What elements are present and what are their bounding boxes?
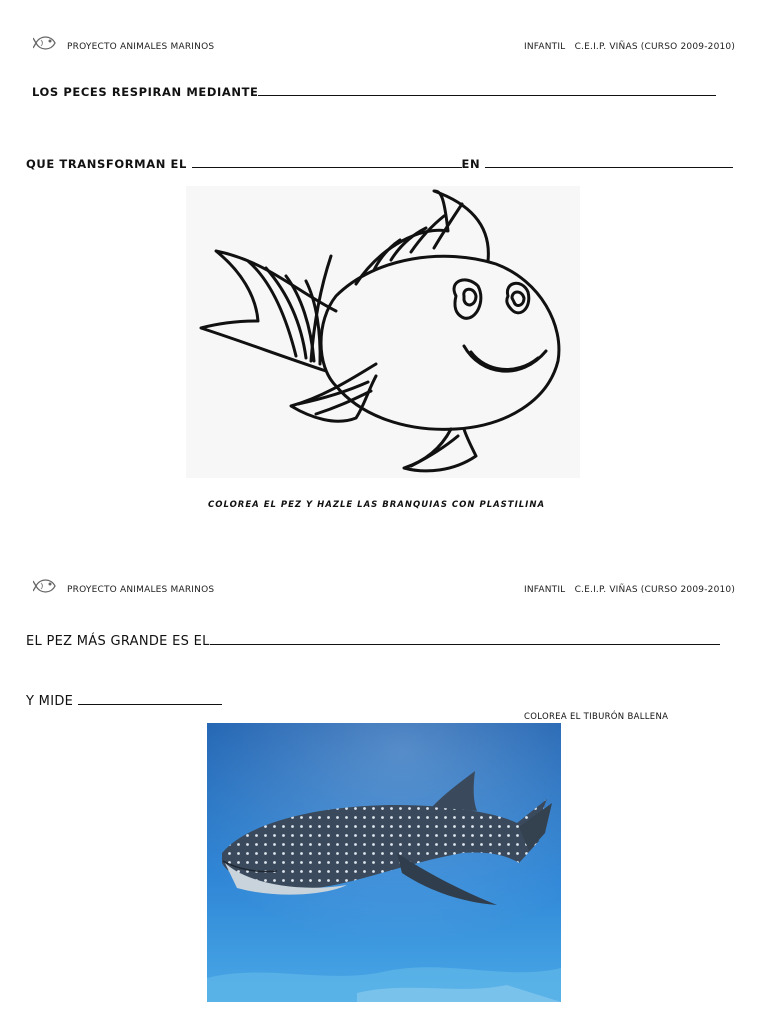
answer-blank[interactable] xyxy=(78,693,222,705)
question-size xyxy=(26,693,222,709)
whale-shark-photo xyxy=(207,723,561,1002)
question-breathing-text: LOS PECES RESPIRAN MEDIANTE xyxy=(32,85,259,99)
whale-shark-caption: COLOREA EL TIBURÓN BALLENA xyxy=(524,712,669,722)
answer-blank[interactable] xyxy=(192,156,462,168)
question-biggest-fish xyxy=(26,633,720,649)
answer-blank[interactable] xyxy=(210,633,720,645)
question-biggest-fish-text: EL PEZ MÁS GRANDE ES EL xyxy=(26,634,210,649)
question-transform-text: QUE TRANSFORMAN EL xyxy=(26,157,187,171)
question-transform xyxy=(26,156,733,171)
fish-coloring-drawing xyxy=(186,186,580,478)
fish-caption: COLOREA EL PEZ Y HAZLE LAS BRANQUIAS CON PLASTILINA xyxy=(208,500,546,510)
question-size-text: Y MIDE xyxy=(26,694,74,709)
header-school-info: INFANTIL C.E.I.P. VIÑAS (CURSO 2009-2010) xyxy=(524,42,736,52)
question-transform-connector: EN xyxy=(461,157,481,171)
header-project-title: PROYECTO ANIMALES MARINOS xyxy=(67,42,215,52)
question-breathing xyxy=(32,84,716,99)
fish-logo-icon xyxy=(33,32,59,54)
fish-logo-icon xyxy=(33,575,59,597)
header-project-title: PROYECTO ANIMALES MARINOS xyxy=(67,585,215,595)
answer-blank[interactable] xyxy=(258,84,716,96)
header-school-info: INFANTIL C.E.I.P. VIÑAS (CURSO 2009-2010) xyxy=(524,585,736,595)
answer-blank[interactable] xyxy=(485,156,733,168)
